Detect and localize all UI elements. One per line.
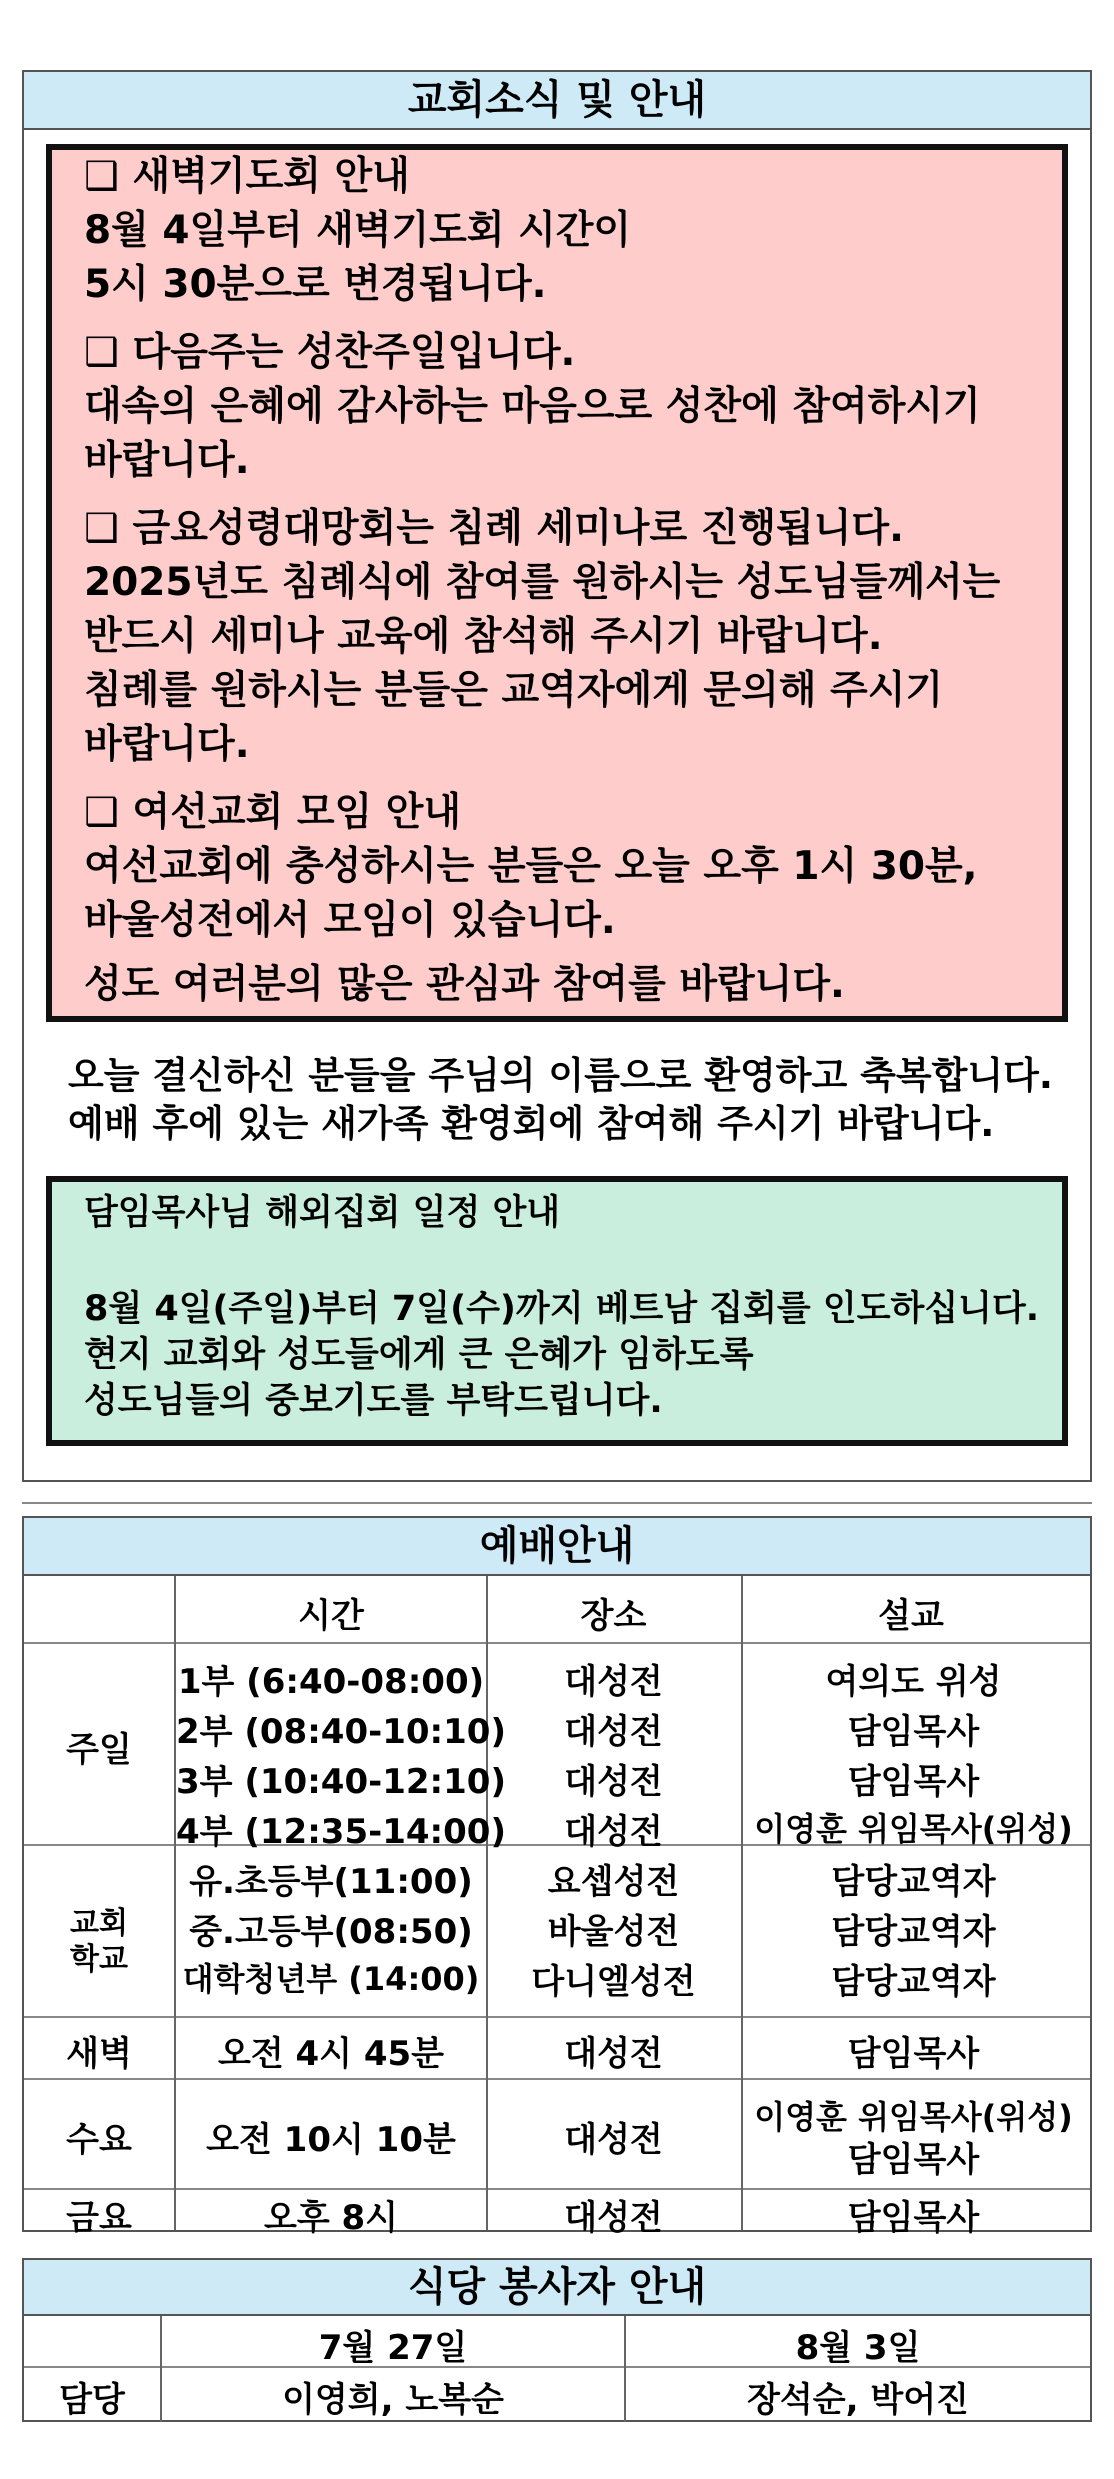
schedule-preacher: 이영훈 위임목사(위성) [754, 1810, 1073, 1848]
schedule-preacher: 담당교역자 [831, 1912, 996, 1952]
schedule-place: 바울성전 [547, 1912, 680, 1952]
schedule-preacher: 담임목사 [847, 1712, 980, 1752]
announcement-line: ❑ 다음주는 성찬주일입니다. [84, 330, 576, 375]
announcement-line: ❑ 새벽기도회 안내 [84, 154, 410, 199]
schedule-time: 오후 8시 [263, 2198, 399, 2238]
group-label-sunday: 주일 [66, 1730, 132, 1770]
schedule-time: 대학청년부 (14:00) [182, 1960, 480, 1998]
schedule-place: 대성전 [564, 2120, 663, 2160]
schedule-preacher: 담임목사 [847, 2198, 980, 2238]
schedule-place: 대성전 [564, 1762, 663, 1802]
announcement-line: 대속의 은혜에 감사하는 마음으로 성찬에 참여하시기 [84, 384, 981, 429]
group-label-dawn: 새벽 [66, 2034, 132, 2074]
schedule-preacher: 여의도 위성 [825, 1662, 1002, 1702]
church-news-title: 교회소식 및 안내 [24, 72, 1090, 130]
dining-date: 8월 3일 [795, 2328, 921, 2368]
announcement-line: 2025년도 침례식에 참여를 원하시는 성도님들께서는 [84, 560, 1001, 605]
announcement-line: 반드시 세미나 교육에 참석해 주시기 바랍니다. [84, 614, 883, 659]
schedule-preacher: 이영훈 위임목사(위성) [754, 2098, 1073, 2136]
announcement-line: 바랍니다. [84, 722, 250, 767]
group-label-school: 교회 [70, 1906, 128, 1941]
pastor-notice-line: 현지 교회와 성도들에게 큰 은혜가 임하도록 [84, 1335, 754, 1375]
announcement-line: 성도 여러분의 많은 관심과 참여를 바랍니다. [84, 962, 845, 1007]
announcement-line: 바랍니다. [84, 438, 250, 483]
announcement-line: 8월 4일부터 새벽기도회 시간이 [84, 208, 632, 253]
schedule-place: 대성전 [564, 1662, 663, 1702]
grid-line [24, 2078, 1090, 2080]
group-label-school: 학교 [70, 1942, 128, 1977]
grid-line [24, 1642, 1090, 1644]
grid-line [24, 2016, 1090, 2018]
schedule-time: 1부 (6:40-08:00) [177, 1662, 485, 1702]
announcement-box [46, 144, 1068, 1022]
schedule-time: 3부 (10:40-12:10) [176, 1762, 506, 1802]
announcement-line: ❑ 여선교회 모임 안내 [84, 790, 462, 835]
column-header-sermon: 설교 [878, 1596, 944, 1636]
dining-volunteers-section [22, 2258, 1092, 2422]
schedule-place: 대성전 [564, 1712, 663, 1752]
pastor-notice-box [46, 1176, 1068, 1446]
column-header-time: 시간 [298, 1596, 364, 1636]
schedule-place: 대성전 [564, 1812, 663, 1852]
announcement-line: 침례를 원하시는 분들은 교역자에게 문의해 주시기 [84, 668, 944, 713]
announcement-line: ❑ 금요성령대망회는 침례 세미나로 진행됩니다. [84, 506, 904, 551]
schedule-preacher: 담당교역자 [831, 1962, 996, 2002]
dining-volunteers-title: 식당 봉사자 안내 [24, 2260, 1090, 2316]
welcome-line: 예배 후에 있는 새가족 환영회에 참여해 주시기 바랍니다. [68, 1102, 995, 1145]
pastor-notice-line: 성도님들의 중보기도를 부탁드립니다. [84, 1381, 663, 1421]
pastor-notice-line: 8월 4일(주일)부터 7일(수)까지 베트남 집회를 인도하십니다. [84, 1289, 1040, 1329]
group-label-wednesday: 수요 [66, 2120, 132, 2160]
worship-schedule-section [22, 1516, 1092, 2238]
announcement-line: 여선교회에 충성하시는 분들은 오늘 오후 1시 30분, [84, 844, 978, 889]
schedule-place: 요셉성전 [547, 1862, 680, 1902]
group-label-friday: 금요 [66, 2198, 132, 2238]
schedule-preacher: 담임목사 [847, 2140, 980, 2180]
schedule-place: 대성전 [564, 2034, 663, 2074]
schedule-preacher: 담당교역자 [831, 1862, 996, 1902]
dining-volunteer-names: 장석순, 박어진 [747, 2380, 969, 2420]
section-divider [22, 1502, 1092, 1504]
pastor-notice-title: 담임목사님 해외집회 일정 안내 [84, 1193, 561, 1233]
church-news-section [22, 70, 1092, 1482]
schedule-time: 오전 10시 10분 [206, 2120, 456, 2160]
schedule-place: 대성전 [564, 2198, 663, 2238]
schedule-place: 다니엘성전 [531, 1962, 696, 2002]
schedule-time: 4부 (12:35-14:00) [176, 1812, 506, 1852]
dining-date: 7월 27일 [318, 2328, 468, 2368]
dining-row-label: 담당 [59, 2380, 125, 2420]
column-header-place: 장소 [580, 1596, 647, 1636]
schedule-preacher: 담임목사 [847, 1762, 980, 1802]
schedule-preacher: 담임목사 [847, 2034, 980, 2074]
schedule-time: 중.고등부(08:50) [189, 1912, 473, 1952]
schedule-time: 2부 (08:40-10:10) [176, 1712, 506, 1752]
welcome-line: 오늘 결신하신 분들을 주님의 이름으로 환영하고 축복합니다. [68, 1054, 1053, 1097]
announcement-line: 5시 30분으로 변경됩니다. [84, 262, 547, 307]
announcement-line: 바울성전에서 모임이 있습니다. [84, 898, 616, 943]
schedule-time: 유.초등부(11:00) [189, 1862, 473, 1902]
worship-schedule-title: 예배안내 [24, 1518, 1090, 1576]
dining-volunteer-names: 이영희, 노복순 [282, 2380, 504, 2420]
schedule-time: 오전 4시 45분 [217, 2034, 445, 2074]
